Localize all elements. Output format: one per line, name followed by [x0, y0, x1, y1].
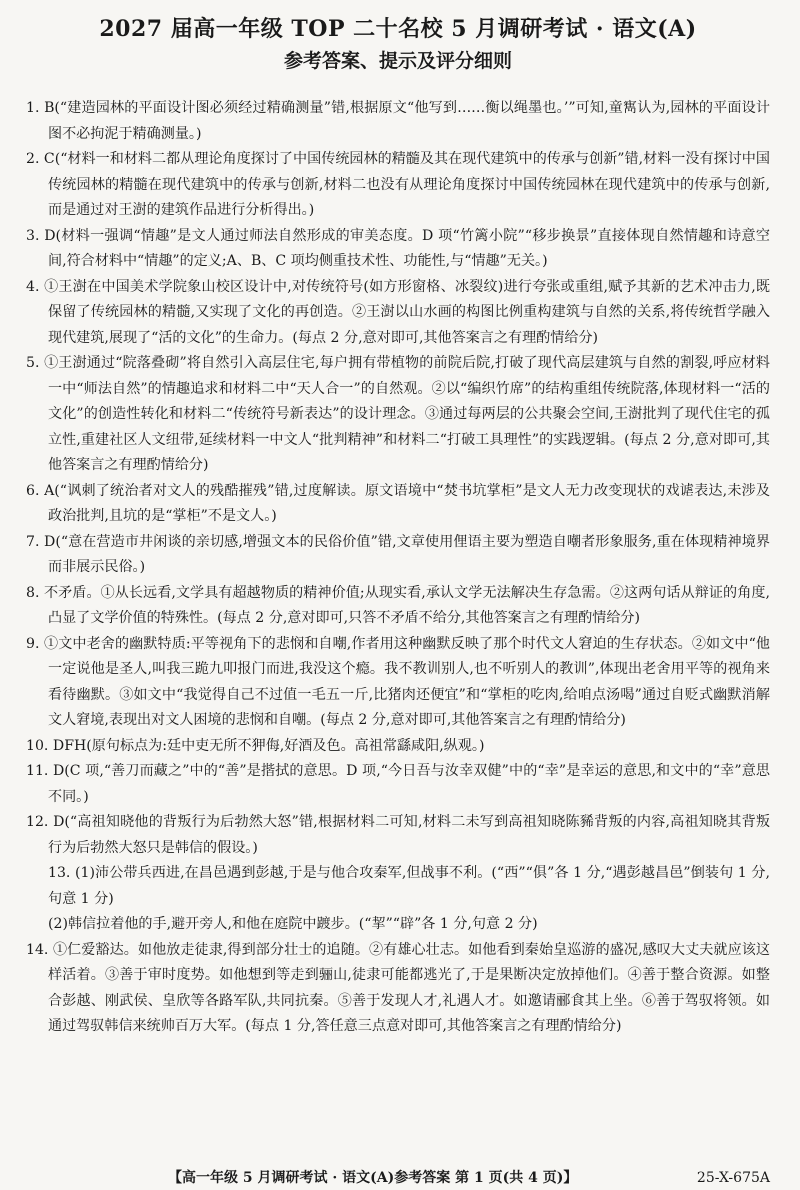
answer-item-14: 14. ①仁爱豁达。如他放走徒隶,得到部分壮士的追随。②有雄心壮志。如他看到秦始皇巡游的盛况,感叹大丈夫就应该这样活着。③善于审时度势。如他想到等走到骊山,徒隶可能都逃光了,于是果断决定放掉他们。④善于整合资源。如整合彭越、刚武侯、皇欣等各路军队,共同抗秦。⑤善于发现人才,礼遇人才。如邀请郦食其上坐。⑥善于驾驭将领。如通过驾驭韩信来统帅百万大军。(每点 1 分,答任意三点意对即可,其他答案言之有理酌情给分): [26, 941, 770, 1034]
answer-list: [26, 96, 770, 1040]
answer-13-part-1: 13. (1)沛公带兵西进,在昌邑遇到彭越,于是与他合攻秦军,但战事不利。(“西”“俱”各 1 分,“遇彭越昌邑”倒装句 1 分,句意 1 分): [48, 865, 770, 907]
answer-13-part-2: (2)韩信拉着他的手,避开旁人,和他在庭院中踱步。(“挈”“辟”各 1 分,句意 2 分): [48, 916, 538, 932]
answer-item-5: 5. ①王澍通过“院落叠砌”将自然引入高层住宅,每户拥有带植物的前院后院,打破了现代高层建筑与自然的割裂,呼应材料一中“师法自然”的情趣追求和材料二中“天人合一”的自然观。②以“编织竹席”的结构重组传统院落,体现材料一“活的文化”的创造性转化和材料二“传统符号新表达”的设计理念。③通过每两层的公共聚会空间,王澍批判了现代住宅的孤立性,重建社区人文纽带,延续材料一中文人“批判精神”和材料二“打破工具理性”的实践逻辑。(每点 2 分,意对即可,其他答案言之有理酌情给分): [26, 355, 770, 473]
answer-item-9: 9. ①文中老舍的幽默特质:平等视角下的悲悯和自嘲,作者用这种幽默反映了那个时代文人窘迫的生存状态。②如文中“他一定说他是圣人,叫我三跪九叩报门而进,我没这个瘾。我不教训别人,也不听别人的教训”,体现出老舍用平等的视角来看待幽默。③如文中“我觉得自己不过值一毛五一斤,比猪肉还便宜”和“掌柜的吃肉,给咱点汤喝”通过自贬式幽默消解文人窘境,表现出对文人困境的悲悯和自嘲。(每点 2 分,意对即可,其他答案言之有理酌情给分): [26, 635, 770, 728]
answer-item-1: 1. B(“建造园林的平面设计图必须经过精确测量”错,根据原文“他写到……衡以绳墨也。’”可知,童寯认为,园林的平面设计图不必拘泥于精确测量。): [26, 100, 770, 142]
footer-page-info: 【高一年级 5 月调研考试 · 语文(A)参考答案 第 1 页(共 4 页)】: [168, 1170, 578, 1186]
answer-item-10: 10. DFH(原句标点为:廷中吏无所不狎侮,好酒及色。高祖常繇咸阳,纵观。): [26, 737, 485, 754]
footer-exam-code: 25-X-675A: [696, 1170, 770, 1186]
answer-item-8: 8. 不矛盾。①从长远看,文学具有超越物质的精神价值;从现实看,承认文学无法解决生存急需。②这两句话从辩证的角度,凸显了文学价值的特殊性。(每点 2 分,意对即可,只答不矛盾不给分,其他答案言之有理酌情给分): [26, 584, 770, 626]
answer-item-13: [26, 861, 770, 938]
answer-item-2: 2. C(“材料一和材料二都从理论角度探讨了中国传统园林的精髓及其在现代建筑中的传承与创新”错,材料一没有探讨中国传统园林的精髓在现代建筑中的传承与创新,材料二也没有从理论角度探讨中国传统园林在现代建筑中的传承与创新,而是通过对王澍的建筑作品进行分析得出。): [26, 151, 770, 218]
answer-item-12: 12. D(“高祖知晓他的背叛行为后勃然大怒”错,根据材料二可知,材料二未写到高祖知晓陈豨背叛的内容,高祖知晓其背叛行为后勃然大怒只是韩信的假设。): [26, 814, 770, 856]
page-subtitle: 参考答案、提示及评分细则: [283, 50, 512, 72]
answer-item-4: 4. ①王澍在中国美术学院象山校区设计中,对传统符号(如方形窗格、冰裂纹)进行夸张或重组,赋予其新的艺术冲击力,既保留了传统园林的精髓,又实现了文化的再创造。②王澍以山水画的构图比例重构建筑与自然的关系,将传统哲学融入现代建筑,展现了“活的文化”的生命力。(每点 2 分,意对即可,其他答案言之有理酌情给分): [26, 278, 770, 346]
answer-item-6: 6. A(“讽刺了统治者对文人的残酷摧残”错,过度解读。原文语境中“焚书坑掌柜”是文人无力改变现状的戏谑表达,未涉及政治批判,且坑的是“掌柜”不是文人。): [26, 482, 770, 524]
answer-item-11: 11. D(C 项,“善刀而藏之”中的“善”是揩拭的意思。D 项,“今日吾与汝幸双健”中的“幸”是幸运的意思,和文中的“幸”意思不同。): [26, 763, 770, 805]
answer-item-7: 7. D(“意在营造市井闲谈的亲切感,增强文本的民俗价值”错,文章使用俚语主要为塑造自嘲者形象服务,重在体现精神境界而非展示民俗。): [26, 533, 770, 575]
page-title: 2027 届高一年级 TOP 二十名校 5 月调研考试 · 语文(A): [99, 16, 697, 42]
answer-item-3: 3. D(材料一强调“情趣”是文人通过师法自然形成的审美态度。D 项“竹篱小院”“移步换景”直接体现自然情趣和诗意空间,符合材料中“情趣”的定义;A、B、C 项均侧重技术性、功能性,与“情趣”无关。): [26, 227, 770, 269]
